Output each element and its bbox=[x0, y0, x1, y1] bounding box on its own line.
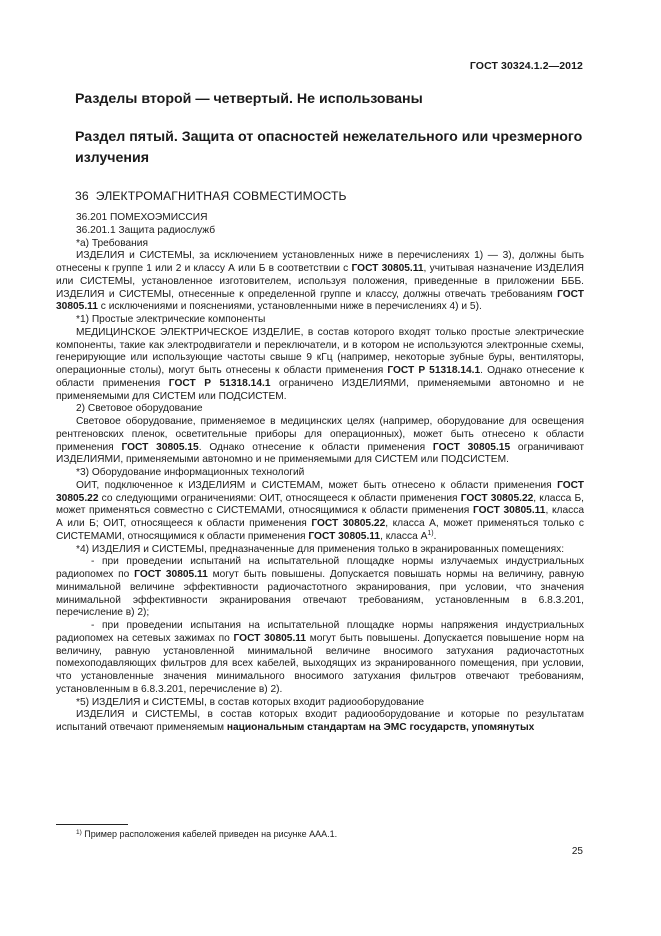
standard-ref: ГОСТ Р 51318.14.1 bbox=[168, 377, 271, 389]
item-heading: *3) Оборудование информационных технологий bbox=[76, 467, 305, 478]
paragraph: ОИТ, подключенное к ИЗДЕЛИЯМ и СИСТЕМАМ, может быть отнесено к области применения ГОСТ 30805.22 со следующими ограничениями: ОИТ, относящееся к области применения ГОСТ 30805.22, класса Б, может применяться совместно с СИСТЕМАМИ, относящимися к области применения ГОСТ 30805.11, класса А или Б; ОИТ, относящееся к области применения ГОСТ 30805.22, класса А, может применяться только с СИСТЕМАМИ, относящимися к области применения ГОСТ 30805.11, класса $А^{1)}$. bbox=[56, 479, 585, 542]
section-title-2-4: Разделы второй — четвертый. Не использованы bbox=[75, 91, 423, 107]
standard-ref: ГОСТ 30805.11 bbox=[472, 505, 546, 517]
subclause-heading: 36.201.1 Защита радиослужб bbox=[76, 224, 216, 236]
standard-ref: ГОСТ 30805.11 bbox=[56, 288, 584, 313]
standard-ref: ГОСТ 30805.22 bbox=[460, 492, 534, 504]
footnote-ref: 1) bbox=[427, 529, 434, 537]
paragraph: ИЗДЕЛИЯ и СИСТЕМЫ, за исключением установленных ниже в перечислениях 1) — 3), должны быть отнесены к группе 1 или 2 и классу А или Б в соответствии с ГОСТ 30805.11, учитывая назначение ИЗДЕЛИЯ или СИСТЕМЫ, установленное изготовителем, используя положения, приведенные в приложении БББ. ИЗДЕЛИЯ и СИСТЕМЫ, отнесенные к определенной группе и классу, должны отвечать требованиям ГОСТ 30805.11 с исключениями и пояснениями, установленными ниже в перечислениях 4) и 5). bbox=[56, 250, 584, 313]
standard-ref: ГОСТ 30805.11 bbox=[134, 569, 208, 580]
footnote-text: Пример расположения кабелей приведен на рисунке ААА.1. bbox=[81, 829, 338, 839]
body-text bbox=[56, 212, 584, 735]
item-heading: 2) Световое оборудование bbox=[76, 403, 203, 415]
item-heading: *4) ИЗДЕЛИЯ и СИСТЕМЫ, предназначенные для применения только в экранированных помещениях: bbox=[76, 543, 565, 555]
standard-ref: ГОСТ 30805.11 bbox=[233, 632, 307, 644]
clause-heading bbox=[75, 189, 347, 203]
dash-item: - при проведении испытания на испытательной площадке нормы напряжения индустриальных радиопомех на сетевых зажимах по ГОСТ 30805.11 могут быть повышены. Допускается повышение норм на величину, равную установленной минимальной величине вносимого затухания радиочастотных помехоподавляющих фильтров для всех кабелей, выходящих из экранированного помещения, при условии, что установленные значения минимального вносимого затухания фильтров отвечают требованиям, установленным в 6.8.3.201, перечисление в) 2). bbox=[56, 620, 584, 695]
footnote-mark: 1) bbox=[76, 829, 82, 836]
standard-ref: ГОСТ 30805.11 bbox=[351, 263, 424, 274]
page-number: 25 bbox=[571, 846, 583, 857]
item-heading: *5) ИЗДЕЛИЯ и СИСТЕМЫ, в состав которых входит радиооборудование bbox=[76, 696, 425, 708]
standard-ref: ГОСТ Р 51318.14.1 bbox=[387, 365, 481, 376]
section-title-5: Раздел пятый. Защита от опасностей нежелательного или чрезмерного излучения bbox=[75, 129, 583, 166]
standard-ref: ГОСТ 30805.11 bbox=[308, 530, 381, 542]
clause-number: 36 bbox=[75, 189, 89, 203]
document-code: ГОСТ 30324.1.2—2012 bbox=[469, 60, 583, 72]
paragraph: МЕДИЦИНСКОЕ ЭЛЕКТРИЧЕСКОЕ ИЗДЕЛИЕ, в состав которого входят только простые электрические компоненты, такие как электродвигатели и переключатели, и в котором не используются электронные схемы, генерирующие или использующие частоты свыше 9 кГц (например, некоторые зубные буры, вентиляторы, операционные столы), могут быть отнесены к области применения ГОСТ Р 51318.14.1. Однако отнесение к области применения ГОСТ Р 51318.14.1 ограничено ИЗДЕЛИЯМИ, применяемыми автономно и не применяемыми для СИСТЕМ или ПОДСИСТЕМ. bbox=[56, 326, 584, 402]
standard-ref: ГОСТ 30805.22 bbox=[311, 518, 386, 529]
clause-title: ЭЛЕКТРОМАГНИТНАЯ СОВМЕСТИМОСТЬ bbox=[95, 189, 347, 203]
paragraph: Световое оборудование, применяемое в медицинских целях (например, оборудование для освещения рентгеновских пленок, осветительные приборы для операционных), может быть отнесено к области применения ГОСТ 30805.15. Однако отнесение к области применения ГОСТ 30805.15 ограничивают ИЗДЕЛИЯМИ, применяемыми автономно и не применяемыми для СИСТЕМ или ПОДСИСТЕМ. bbox=[56, 416, 585, 466]
item-heading: *1) Простые электрические компоненты bbox=[76, 314, 266, 325]
subclause-heading: 36.201 ПОМЕХОЭМИССИЯ bbox=[76, 212, 208, 223]
standard-ref: ГОСТ 30805.22 bbox=[56, 479, 584, 504]
paragraph: ИЗДЕЛИЯ и СИСТЕМЫ, в состав которых входит радиооборудование и которые по результатам испытаний отвечают применяемым национальным стандартам на ЭМС государств, упомянутых bbox=[56, 709, 584, 733]
emphasis-text: национальным стандартам на ЭМС государств, упомянутых bbox=[226, 722, 535, 733]
footnote-divider bbox=[56, 824, 128, 825]
item-heading: *a) Требования bbox=[76, 237, 149, 249]
footnote bbox=[76, 829, 337, 839]
standard-ref: ГОСТ 30805.15 bbox=[121, 441, 199, 453]
dash-item: - при проведении испытаний на испытательной площадке нормы излучаемых индустриальных радиопомех по ГОСТ 30805.11 могут быть повышены. Допускается повышать нормы на величину, равную минимальной величине эффективности радиочастотного экранирования, при условии, что значения минимальной эффективности экранирования отвечают требованиям, установленным в 6.8.3.201, перечисление в) 2); bbox=[56, 556, 584, 619]
standard-ref: ГОСТ 30805.15 bbox=[432, 441, 511, 453]
